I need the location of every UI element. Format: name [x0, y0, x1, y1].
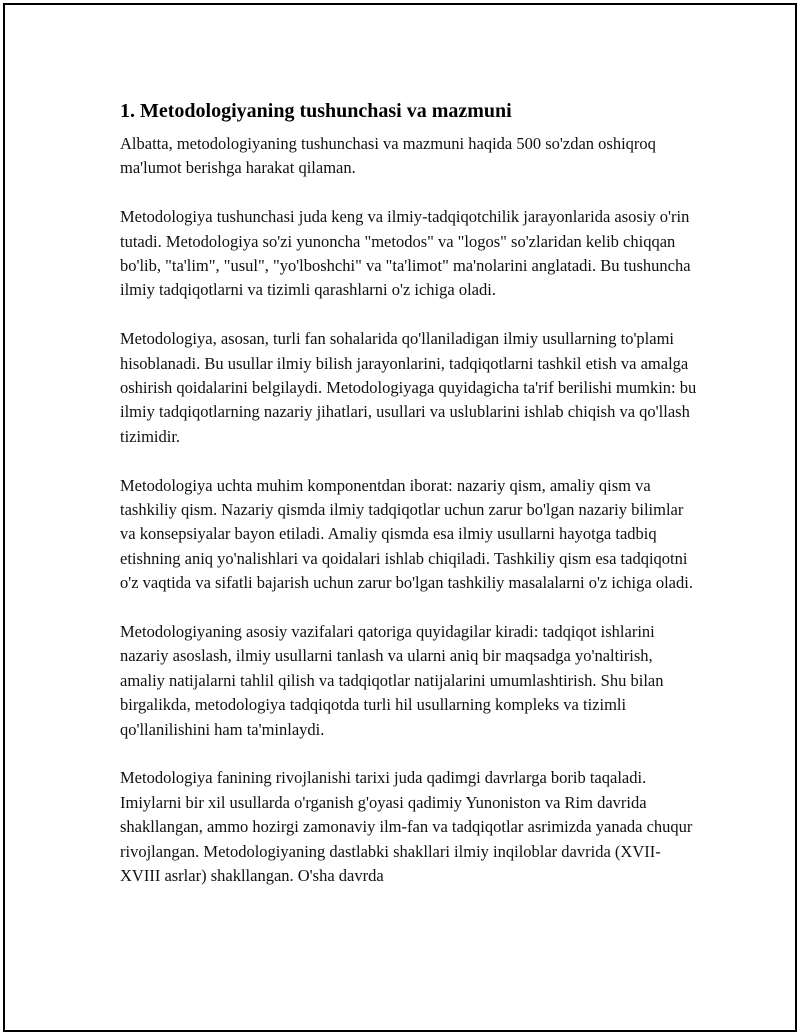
paragraph-components: Metodologiya uchta muhim komponentdan iborat: nazariy qism, amaliy qism va tashkiliy qism. Nazariy qismda ilmiy tadqiqotlar uchun zarur bo'lgan nazariy bilimlar va konsepsiyalar bayon etiladi. Amaliy qismda esa ilmiy usullarni hayotga tadbiq etishning aniq yo'nalishlari va qoidalari ishlab chiqiladi. Tashkiliy qism esa tadqiqotni o'z vaqtida va sifatli bajarish uchun zarur bo'lgan tashkiliy masalalarni o'z ichiga oladi.	[120, 475, 693, 593]
paragraph-methods: Metodologiya, asosan, turli fan sohalarida qo'llaniladigan ilmiy usullarning to'plami hisoblanadi. Bu usullar ilmiy bilish jarayonlarini, tadqiqotlarni tashkil etish va amalga oshirish qoidalarini belgilaydi. Metodologiyaga quyidagicha ta'rif berilishi mumkin: bu ilmiy tadqiqotlarning nazariy jihatlari, usullari va uslublarini ishlab chiqish va qo'llash tizimidir.	[120, 329, 697, 446]
paragraph-definition: Metodologiya tushunchasi juda keng va ilmiy-tadqiqotchilik jarayonlarida asosiy o'rin tutadi. Metodologiya so'zi yunoncha "metodos" va "logos" so'zlaridan kelib chiqqan bo'lib, "ta'lim", "usul", "yo'lboshchi" va "ta'limot" ma'nolarini anglatadi. Bu tushuncha ilmiy tadqiqotlarni va tizimli qarashlarni o'z ichiga oladi.	[120, 207, 691, 300]
paragraph-history: Metodologiya fanining rivojlanishi tarixi juda qadimgi davrlarga borib taqaladi. Imiylarni bir xil usullarda o'rganish g'oyasi qadimiy Yunoniston va Rim davrida shakllangan, ammo hozirgi zamonaviy ilm-fan va tadqiqotlar asrimizda yanada chuqur rivojlangan. Metodologiyaning dastlabki shakllari ilmiy inqiloblar davrida (XVII-XVIII asrlar) shakllangan. O'sha davrda	[120, 768, 693, 886]
paragraph-tasks: Metodologiyaning asosiy vazifalari qatoriga quyidagilar kiradi: tadqiqot ishlarini nazariy asoslash, ilmiy usullarni tanlash va ularni aniq bir maqsadga yo'naltirish, amaliy natijalarni tahlil qilish va tadqiqotlar natijalarini umumlashtirish. Shu bilan birgalikda, metodologiya tadqiqotda turli hil usullarning kompleks va tizimli qo'llanilishini ham ta'minlaydi.	[120, 622, 664, 739]
document-body	[120, 98, 700, 913]
document-page	[3, 3, 797, 1032]
document-title: 1. Metodologiyaning tushunchasi va mazmuni	[120, 100, 512, 122]
paragraph-intro: Albatta, metodologiyaning tushunchasi va mazmuni haqida 500 so'zdan oshiqroq ma'lumot berishga harakat qilaman.	[120, 134, 656, 178]
